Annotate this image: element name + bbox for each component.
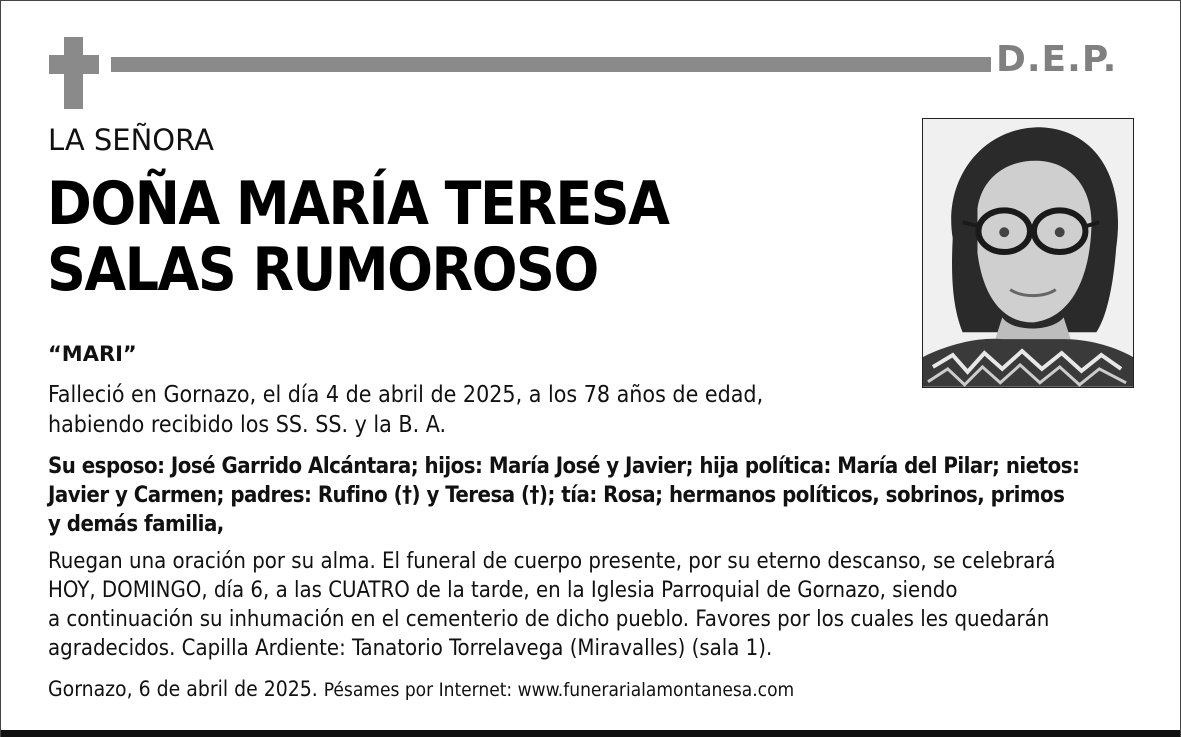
deceased-name xyxy=(47,171,668,303)
funeral-details-line-4: agradecidos. Capilla Ardiente: Tanatorio Torrelavega (Miravalles) (sala 1). xyxy=(48,636,773,661)
family-list xyxy=(48,452,1128,539)
funeral-details-line-2: HOY, DOMINGO, día 6, a las CUATRO de la tarde, en la Iglesia Parroquial de Gornazo, siendo xyxy=(48,578,958,603)
header-rule xyxy=(111,57,991,72)
death-notice xyxy=(48,380,828,440)
funeral-details-line-3: a continuación su inhumación en el cementerio de dicho pueblo. Favores por los cuales les quedarán xyxy=(48,607,1050,632)
deceased-nickname: “MARI” xyxy=(48,342,137,366)
family-list-line-2: Javier y Carmen; padres: Rufino (†) y Teresa (†); tía: Rosa; hermanos políticos, sobrinos, primos xyxy=(48,483,1065,508)
funeral-details xyxy=(48,547,1138,663)
funeral-details-line-1: Ruegan una oración por su alma. El funeral de cuerpo presente, por su eterno descanso, se celebrará xyxy=(48,549,1056,574)
signature-line xyxy=(48,677,794,701)
condolences-internet: Pésames por Internet: www.funerarialamontanesa.com xyxy=(323,679,795,701)
portrait-image xyxy=(923,119,1133,387)
deceased-photo xyxy=(922,118,1134,388)
death-notice-line-1: Falleció en Gornazo, el día 4 de abril de 2025, a los 78 años de edad, xyxy=(48,382,764,408)
deceased-name-line-2: SALAS RUMOROSO xyxy=(47,235,598,305)
cross-icon-horizontal xyxy=(49,55,99,74)
signature-place-date: Gornazo, 6 de abril de 2025. xyxy=(48,677,318,701)
family-list-line-1: Su esposo: José Garrido Alcántara; hijos: María José y Javier; hija política: María del Pilar; nietos: xyxy=(48,454,1080,479)
bottom-border xyxy=(1,730,1180,737)
dep-label: D.E.P. xyxy=(996,39,1118,80)
family-list-line-3: y demás familia, xyxy=(48,512,224,537)
deceased-name-line-1: DOÑA MARÍA TERESA xyxy=(47,169,669,239)
deceased-prefix: LA SEÑORA xyxy=(48,123,214,157)
death-notice-line-2: habiendo recibido los SS. SS. y la B. A. xyxy=(48,412,447,438)
